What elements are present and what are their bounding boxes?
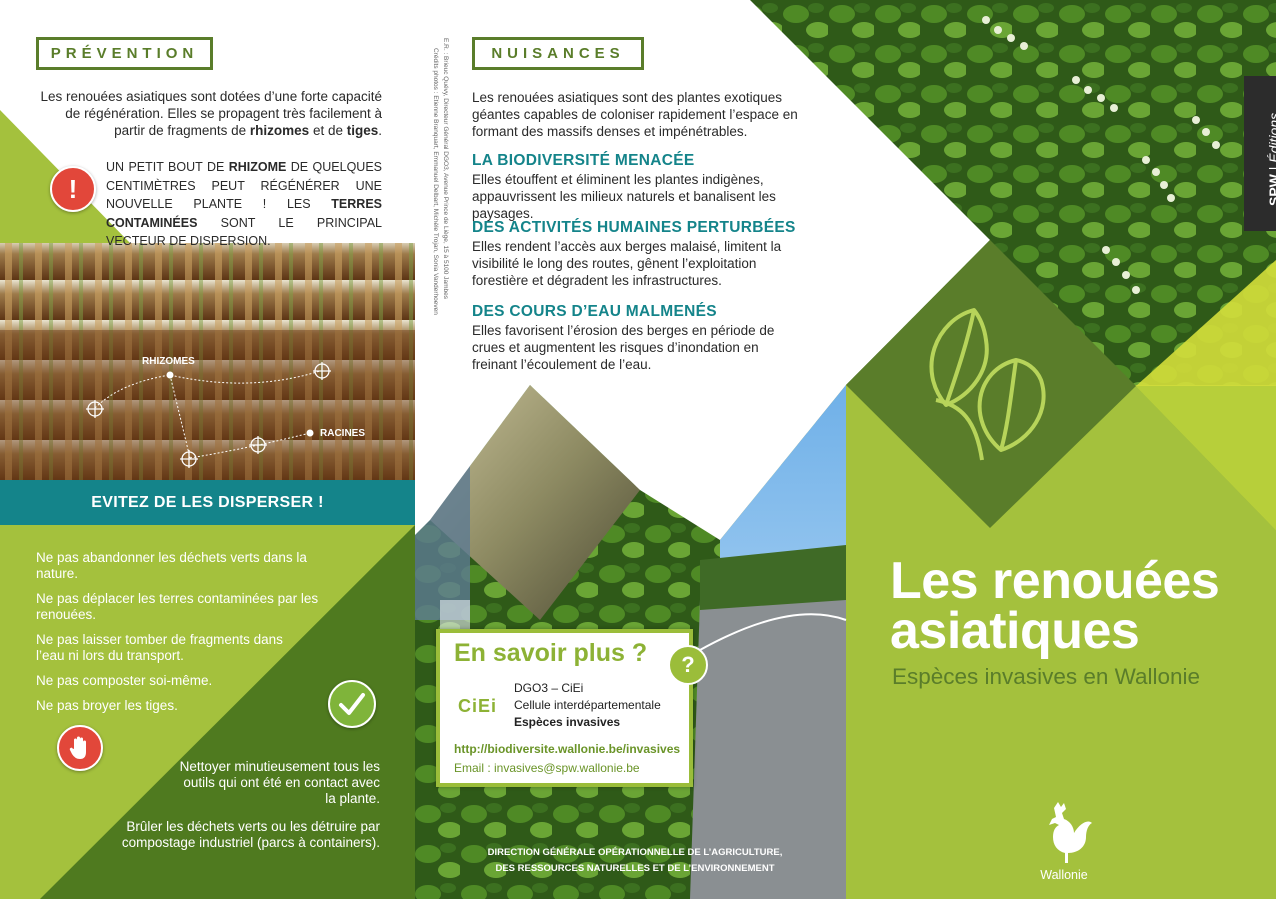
info-box — [436, 629, 693, 787]
wallonie-label: Wallonie — [1040, 868, 1088, 882]
nuisances-intro: Les renouées asiatiques sont des plantes exotiques géantes capables de coloniser rapidement l’espace en formant des massifs denses et impénétrables. — [472, 90, 798, 139]
exclamation-icon: ! — [50, 166, 96, 212]
info-org — [514, 680, 661, 731]
cover-title-line-2: asiatiques — [890, 602, 1140, 660]
intro-line-1: Les renouées asiatiques sont dotées d’une forte capacité — [40, 89, 382, 104]
section-heading: DES ACTIVITÉS HUMAINES PERTURBÉES — [472, 219, 796, 236]
nuisances-tag: NUISANCES — [472, 37, 644, 70]
rhizomes-bold: rhizomes — [249, 123, 310, 138]
credits — [422, 38, 452, 338]
evitez-list — [36, 550, 351, 714]
nuisances-section — [472, 303, 812, 373]
tiges-bold: tiges — [346, 123, 379, 138]
evitez-item: Ne pas broyer les tiges. — [36, 698, 178, 713]
org-line-1: DGO3 – CiEi — [514, 681, 584, 695]
question-bubble-icon: ? — [668, 645, 708, 685]
credits-line-2: Crédits photos : Etienne Branquart, Emmanuel Delbart, Michèle Trojan, Sonia Vanderhoeven — [432, 48, 439, 315]
section-text: Elles étouffent et éliminent les plantes indigènes, appauvrissent les milieux naturels et banalisent les paysages. — [472, 172, 776, 221]
section-text: Elles rendent l’accès aux berges malaisé, limitent la visibilité le long des routes, gênent l’exploitation forestière et dégradent les infrastructures. — [472, 239, 782, 288]
evitez-item: Ne pas déplacer les terres contaminées par les renouées. — [36, 591, 319, 622]
check-icon — [328, 680, 376, 728]
intro-line-3: partir de fragments de rhizomes et de tiges. — [114, 123, 382, 138]
nuisances-section — [472, 152, 817, 222]
label-rhizomes: RHIZOMES — [142, 356, 195, 367]
footer-dgo — [440, 845, 830, 877]
evitez-item: Ne pas laisser tomber de fragments dans l’eau ni lors du transport. — [36, 632, 283, 663]
prevention-intro — [30, 88, 382, 139]
spw-editions-tab — [1244, 76, 1282, 231]
label-racines: RACINES — [320, 428, 366, 439]
wallonia-rooster-icon — [1036, 800, 1096, 864]
cover-subtitle: Espèces invasives en Wallonie — [892, 664, 1201, 689]
section-heading: LA BIODIVERSITÉ MENACÉE — [472, 152, 695, 169]
org-line-2: Cellule interdépartementale — [514, 698, 661, 712]
info-title: En savoir plus ? — [454, 639, 648, 667]
evitez-tip: Brûler les déchets verts ou les détruire par compostage industriel (parcs à containers). — [121, 819, 380, 850]
prevention-warning: UN PETIT BOUT DE RHIZOME DE QUELQUES CENTIMÈTRES PEUT RÉGÉNÉRER UNE NOUVELLE PLANTE ! LES TERRES CONTAMINÉES SONT LE PRINCIPAL VECTEUR DE DISPERSION. — [106, 160, 382, 248]
ciei-logo: CiEi — [458, 696, 498, 716]
evitez-item: Ne pas abandonner les déchets verts dans la nature. — [36, 550, 307, 581]
intro-line-2: de régénération. Elles se propagent très facilement à — [65, 106, 382, 121]
cover-title-line-1: Les renouées — [890, 552, 1220, 610]
footer-dgo-line-1: DIRECTION GÉNÉRALE OPÉRATIONNELLE DE L’AGRICULTURE, — [487, 847, 783, 858]
footer-dgo-line-2: DES RESSOURCES NATURELLES ET DE L’ENVIRONNEMENT — [495, 863, 775, 874]
section-heading: DES COURS D’EAU MALMENÉS — [472, 303, 717, 320]
credits-line-1: E.R. : Brieuc Quévy, Directeur Général DGO3, Avenue Prince de Liège, 15 à 5100 Jambes — [442, 38, 449, 299]
spw-editions-label: SPW | Éditions — [1266, 112, 1282, 206]
org-line-3: Espèces invasives — [514, 715, 621, 729]
roots-photo-annotations — [0, 243, 415, 480]
hand-stop-icon — [57, 725, 103, 771]
rhizome-bold: RHIZOME — [228, 160, 287, 174]
evitez-tip: Nettoyer minutieusement tous les outils qui ont été en contact avec la plante. — [179, 759, 380, 806]
prevention-tag: PRÉVENTION — [36, 37, 213, 70]
cover-title — [890, 552, 1220, 660]
info-url[interactable]: http://biodiversite.wallonie.be/invasives — [454, 742, 681, 756]
section-text: Elles favorisent l’érosion des berges en période de crues et augmentent les risques d’inondation en freinant l’écoulement de l’eau. — [472, 323, 775, 372]
nuisances-section — [472, 219, 812, 289]
knotweed-leaf-icon — [916, 300, 1066, 460]
terres-bold: TERRES CONTAMINÉES — [106, 197, 382, 230]
evitez-item: Ne pas composter soi-même. — [36, 673, 213, 688]
evitez-title: EVITEZ DE LES DISPERSER ! — [0, 480, 415, 525]
info-email[interactable]: Email : invasives@spw.wallonie.be — [454, 761, 640, 775]
